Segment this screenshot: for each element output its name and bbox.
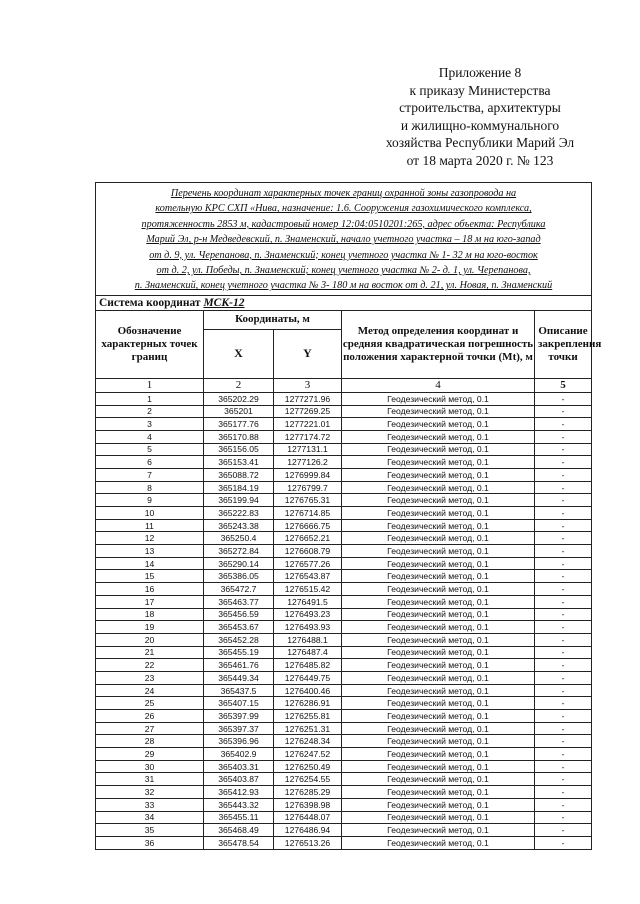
description: - [535, 583, 592, 596]
point-number: 34 [96, 811, 204, 824]
coord-x: 365412.93 [204, 786, 274, 799]
method: Геодезический метод, 0.1 [342, 748, 535, 761]
coord-y: 1276285.29 [274, 786, 342, 799]
coord-y: 1276608.79 [274, 545, 342, 558]
coord-y: 1277271.96 [274, 392, 342, 405]
table-row [96, 468, 592, 481]
coord-y: 1276999.84 [274, 468, 342, 481]
table-row [96, 646, 592, 659]
method: Геодезический метод, 0.1 [342, 583, 535, 596]
coord-x: 365468.49 [204, 824, 274, 837]
description: - [535, 798, 592, 811]
table-row [96, 392, 592, 405]
method: Геодезический метод, 0.1 [342, 418, 535, 431]
point-number: 12 [96, 532, 204, 545]
table-row [96, 595, 592, 608]
coord-x: 365156.05 [204, 443, 274, 456]
description: - [535, 507, 592, 520]
coord-x: 365453.67 [204, 621, 274, 634]
method: Геодезический метод, 0.1 [342, 659, 535, 672]
point-number: 3 [96, 418, 204, 431]
method: Геодезический метод, 0.1 [342, 481, 535, 494]
coord-y: 1277126.2 [274, 456, 342, 469]
table-row [96, 811, 592, 824]
point-number: 18 [96, 608, 204, 621]
coordinate-system-label: Система координат [99, 296, 201, 309]
coord-x: 365478.54 [204, 836, 274, 849]
coord-x: 365153.41 [204, 456, 274, 469]
description: - [535, 760, 592, 773]
description: - [535, 824, 592, 837]
point-number: 28 [96, 735, 204, 748]
point-number: 14 [96, 557, 204, 570]
point-number: 16 [96, 583, 204, 596]
point-number: 26 [96, 710, 204, 723]
method: Геодезический метод, 0.1 [342, 519, 535, 532]
method: Геодезический метод, 0.1 [342, 684, 535, 697]
document-header [355, 64, 605, 170]
table-row [96, 773, 592, 786]
description: - [535, 786, 592, 799]
coord-y: 1276254.55 [274, 773, 342, 786]
point-number: 5 [96, 443, 204, 456]
coord-x: 365202.29 [204, 392, 274, 405]
method: Геодезический метод, 0.1 [342, 405, 535, 418]
description: - [535, 418, 592, 431]
method: Геодезический метод, 0.1 [342, 722, 535, 735]
coord-x: 365088.72 [204, 468, 274, 481]
description: - [535, 646, 592, 659]
coord-x: 365243.38 [204, 519, 274, 532]
coord-y: 1276247.52 [274, 748, 342, 761]
description: - [535, 456, 592, 469]
coord-x: 365403.31 [204, 760, 274, 773]
description: - [535, 392, 592, 405]
table-row [96, 443, 592, 456]
method: Геодезический метод, 0.1 [342, 710, 535, 723]
point-number: 33 [96, 798, 204, 811]
table-title [96, 183, 592, 296]
column-designation: Обозначение характерных точек границ [96, 310, 204, 378]
coord-x: 365443.32 [204, 798, 274, 811]
coord-y: 1276449.75 [274, 671, 342, 684]
point-number: 6 [96, 456, 204, 469]
title-line: протяженность 2853 м, кадастровый номер 12:04:0510201:265, адрес объекта: Республика [141, 218, 546, 230]
table-row [96, 748, 592, 761]
method: Геодезический метод, 0.1 [342, 811, 535, 824]
table-row [96, 671, 592, 684]
coord-y: 1277221.01 [274, 418, 342, 431]
coord-y: 1276398.98 [274, 798, 342, 811]
table-row [96, 633, 592, 646]
description: - [535, 671, 592, 684]
method: Геодезический метод, 0.1 [342, 507, 535, 520]
method: Геодезический метод, 0.1 [342, 786, 535, 799]
point-number: 10 [96, 507, 204, 520]
point-number: 8 [96, 481, 204, 494]
coord-y: 1276248.34 [274, 735, 342, 748]
table-row [96, 430, 592, 443]
point-number: 31 [96, 773, 204, 786]
coord-y: 1276513.26 [274, 836, 342, 849]
point-number: 23 [96, 671, 204, 684]
point-number: 27 [96, 722, 204, 735]
table-row [96, 507, 592, 520]
method: Геодезический метод, 0.1 [342, 798, 535, 811]
description: - [535, 443, 592, 456]
description: - [535, 735, 592, 748]
description: - [535, 659, 592, 672]
description: - [535, 430, 592, 443]
coord-x: 365456.59 [204, 608, 274, 621]
title-line: Перечень координат характерных точек границ охранной зоны газопровода на [170, 188, 517, 199]
column-coordinates: Координаты, м [204, 310, 342, 329]
coord-y: 1276255.81 [274, 710, 342, 723]
table-row [96, 456, 592, 469]
coord-x: 365437.5 [204, 684, 274, 697]
table-row [96, 722, 592, 735]
table-row [96, 418, 592, 431]
method: Геодезический метод, 0.1 [342, 646, 535, 659]
coordinates-table [95, 182, 602, 850]
column-number: 1 [96, 378, 204, 392]
header-line: строительства, архитектуры [399, 100, 561, 116]
method: Геодезический метод, 0.1 [342, 773, 535, 786]
coord-x: 365290.14 [204, 557, 274, 570]
table-row [96, 659, 592, 672]
description: - [535, 633, 592, 646]
table-row [96, 570, 592, 583]
coord-y: 1276487.4 [274, 646, 342, 659]
coord-x: 365455.11 [204, 811, 274, 824]
method: Геодезический метод, 0.1 [342, 621, 535, 634]
point-number: 22 [96, 659, 204, 672]
coord-y: 1276485.82 [274, 659, 342, 672]
point-number: 4 [96, 430, 204, 443]
coord-y: 1276491.5 [274, 595, 342, 608]
coord-x: 365250.4 [204, 532, 274, 545]
description: - [535, 405, 592, 418]
coord-y: 1276486.94 [274, 824, 342, 837]
coord-x: 365397.37 [204, 722, 274, 735]
coord-y: 1276250.49 [274, 760, 342, 773]
table-row [96, 824, 592, 837]
column-number: 5 [535, 378, 592, 392]
coord-x: 365402.9 [204, 748, 274, 761]
method: Геодезический метод, 0.1 [342, 532, 535, 545]
point-number: 30 [96, 760, 204, 773]
description: - [535, 570, 592, 583]
description: - [535, 836, 592, 849]
coord-x: 365472.7 [204, 583, 274, 596]
table-row [96, 735, 592, 748]
point-number: 21 [96, 646, 204, 659]
table-row [96, 621, 592, 634]
column-description: Описание закрепления точки [535, 310, 592, 378]
table-row [96, 760, 592, 773]
method: Геодезический метод, 0.1 [342, 608, 535, 621]
title-line: от д. 9, ул. Черепанова, п. Знаменский; конец учетного участка № 1- 32 м на юго-восток [149, 249, 538, 261]
point-number: 11 [96, 519, 204, 532]
coord-x: 365403.87 [204, 773, 274, 786]
column-y: Y [274, 329, 342, 378]
description: - [535, 557, 592, 570]
method: Геодезический метод, 0.1 [342, 836, 535, 849]
coord-y: 1276577.26 [274, 557, 342, 570]
point-number: 35 [96, 824, 204, 837]
coord-y: 1277174.72 [274, 430, 342, 443]
header-line: и жилищно-коммунального [400, 117, 560, 133]
header-line: Приложение 8 [438, 65, 522, 80]
table-row [96, 583, 592, 596]
column-method: Метод определения координат и средняя квадратическая погрешность положения характерной точки (Mt), м [342, 310, 535, 378]
point-number: 7 [96, 468, 204, 481]
method: Геодезический метод, 0.1 [342, 494, 535, 507]
description: - [535, 684, 592, 697]
point-number: 9 [96, 494, 204, 507]
coord-x: 365452.28 [204, 633, 274, 646]
point-number: 32 [96, 786, 204, 799]
column-number: 4 [342, 378, 535, 392]
coord-y: 1276543.87 [274, 570, 342, 583]
coord-x: 365177.76 [204, 418, 274, 431]
table-row [96, 557, 592, 570]
coord-y: 1277131.1 [274, 443, 342, 456]
method: Геодезический метод, 0.1 [342, 545, 535, 558]
method: Геодезический метод, 0.1 [342, 595, 535, 608]
description: - [535, 811, 592, 824]
table-row [96, 532, 592, 545]
coord-x: 365396.96 [204, 735, 274, 748]
coord-y: 1276286.91 [274, 697, 342, 710]
method: Геодезический метод, 0.1 [342, 570, 535, 583]
table-row [96, 608, 592, 621]
method: Геодезический метод, 0.1 [342, 468, 535, 481]
method: Геодезический метод, 0.1 [342, 443, 535, 456]
header-line: от 18 марта 2020 г. № 123 [406, 152, 554, 168]
coord-x: 365397.99 [204, 710, 274, 723]
coord-y: 1276493.23 [274, 608, 342, 621]
coord-y: 1276400.46 [274, 684, 342, 697]
method: Геодезический метод, 0.1 [342, 633, 535, 646]
description: - [535, 532, 592, 545]
method: Геодезический метод, 0.1 [342, 392, 535, 405]
coord-y: 1276765.31 [274, 494, 342, 507]
point-number: 36 [96, 836, 204, 849]
coord-y: 1276448.07 [274, 811, 342, 824]
point-number: 13 [96, 545, 204, 558]
table-row [96, 494, 592, 507]
description: - [535, 595, 592, 608]
title-line: п. Знаменский, конец учетного участка № 3- 180 м на восток от д. 21, ул. Новая, п. Знаменский [134, 280, 553, 292]
coordinate-system-value: МСК-12 [203, 296, 245, 309]
point-number: 19 [96, 621, 204, 634]
description: - [535, 722, 592, 735]
coord-x: 365184.19 [204, 481, 274, 494]
point-number: 29 [96, 748, 204, 761]
column-numbers-row [96, 378, 592, 392]
table-row [96, 836, 592, 849]
method: Геодезический метод, 0.1 [342, 760, 535, 773]
method: Геодезический метод, 0.1 [342, 430, 535, 443]
title-line: Марий Эл, р-н Медведевский, п. Знаменский, начало учетного участка – 18 м на юго-запад [146, 234, 541, 246]
coord-y: 1276714.85 [274, 507, 342, 520]
table-row [96, 405, 592, 418]
coord-y: 1276652.21 [274, 532, 342, 545]
description: - [535, 773, 592, 786]
coord-y: 1277269.25 [274, 405, 342, 418]
title-line: от д. 2, ул. Победы, п. Знаменский; конец учетного участка № 2- д. 1, ул. Черепанова, [156, 265, 531, 277]
table-row [96, 481, 592, 494]
table-row [96, 545, 592, 558]
description: - [535, 748, 592, 761]
coord-y: 1276251.31 [274, 722, 342, 735]
coord-y: 1276493.93 [274, 621, 342, 634]
point-number: 20 [96, 633, 204, 646]
coord-x: 365170.88 [204, 430, 274, 443]
coord-x: 365199.94 [204, 494, 274, 507]
coord-x: 365201 [204, 405, 274, 418]
description: - [535, 545, 592, 558]
method: Геодезический метод, 0.1 [342, 697, 535, 710]
description: - [535, 519, 592, 532]
description: - [535, 710, 592, 723]
method: Геодезический метод, 0.1 [342, 557, 535, 570]
header-line: хозяйства Республики Марий Эл [385, 135, 575, 151]
coord-x: 365463.77 [204, 595, 274, 608]
point-number: 24 [96, 684, 204, 697]
coord-x: 365222.83 [204, 507, 274, 520]
coord-x: 365449.34 [204, 671, 274, 684]
title-line: котельную КРС СХП «Нива, назначение: 1.6. Сооружения газохимического комплекса, [155, 203, 532, 215]
method: Геодезический метод, 0.1 [342, 671, 535, 684]
coord-x: 365386.05 [204, 570, 274, 583]
coord-y: 1276488.1 [274, 633, 342, 646]
table-row [96, 697, 592, 710]
point-number: 1 [96, 392, 204, 405]
table-row [96, 786, 592, 799]
table-row [96, 710, 592, 723]
coord-x: 365272.84 [204, 545, 274, 558]
table-row [96, 684, 592, 697]
description: - [535, 468, 592, 481]
method: Геодезический метод, 0.1 [342, 456, 535, 469]
point-number: 17 [96, 595, 204, 608]
coordinate-system [96, 295, 592, 310]
description: - [535, 621, 592, 634]
coord-y: 1276515.42 [274, 583, 342, 596]
description: - [535, 697, 592, 710]
column-number: 3 [274, 378, 342, 392]
header-line: к приказу Министерства [409, 82, 551, 98]
point-number: 15 [96, 570, 204, 583]
column-x: X [204, 329, 274, 378]
coord-y: 1276666.75 [274, 519, 342, 532]
point-number: 2 [96, 405, 204, 418]
coord-x: 365455.19 [204, 646, 274, 659]
table-row [96, 798, 592, 811]
method: Геодезический метод, 0.1 [342, 824, 535, 837]
coord-y: 1276799.7 [274, 481, 342, 494]
point-number: 25 [96, 697, 204, 710]
table-row [96, 519, 592, 532]
method: Геодезический метод, 0.1 [342, 735, 535, 748]
description: - [535, 608, 592, 621]
description: - [535, 494, 592, 507]
column-number: 2 [204, 378, 274, 392]
coord-x: 365407.15 [204, 697, 274, 710]
coord-x: 365461.76 [204, 659, 274, 672]
description: - [535, 481, 592, 494]
